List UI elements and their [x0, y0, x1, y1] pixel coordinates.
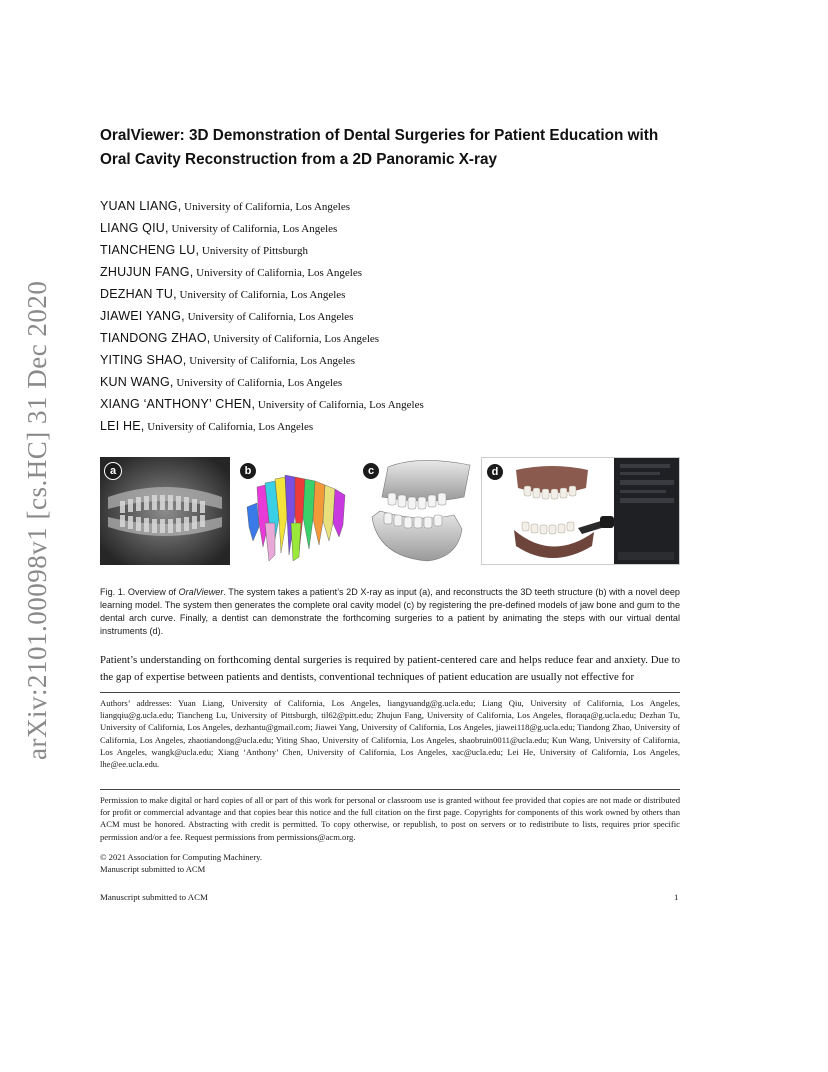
dental-instrument-app-image — [482, 458, 680, 565]
author-affiliation: University of Pittsburgh — [199, 245, 309, 257]
author-entry — [100, 217, 424, 239]
author-affiliation: University of California, Los Angeles — [186, 355, 356, 367]
panel-label-b: b — [239, 462, 257, 480]
paper-title — [100, 124, 700, 172]
author-affiliation: University of California, Los Angeles — [144, 421, 314, 433]
author-entry — [100, 371, 424, 393]
author-list — [100, 195, 424, 437]
author-entry — [100, 305, 424, 327]
permission-notice: Permission to make digital or hard copies of all or part of this work for personal or classroom use is granted without fee provided that copies are not made or distributed for profit or commercial advantage and that copies bear this notice and the full citation on the first page. Copyrights for components of this work owned by others than ACM must be honored. Abstracting with credit is permitted. To copy otherwise, or republish, to post on servers or to redistribute to lists, requires prior specific permission and/or a fee. Request permissions from permissions@acm.org. — [100, 795, 680, 842]
author-affiliation: University of California, Los Angeles — [210, 333, 380, 345]
caption-lead: Fig. 1. Overview of — [100, 587, 179, 597]
figure-panel-b — [235, 457, 353, 565]
panel-label-d: d — [486, 463, 504, 481]
arxiv-identifier: arXiv:2101.00098v1 [cs.HC] 31 Dec 2020 — [22, 280, 52, 760]
author-entry — [100, 349, 424, 371]
author-name: KUN WANG, — [100, 375, 174, 389]
author-entry — [100, 261, 424, 283]
author-name: LEI HE, — [100, 419, 145, 433]
figure-caption — [100, 586, 680, 638]
author-name: TIANDONG ZHAO, — [100, 331, 211, 345]
author-affiliation: University of California, Los Angeles — [181, 201, 351, 213]
author-name: DEZHAN TU, — [100, 287, 177, 301]
author-entry — [100, 195, 424, 217]
footnote-divider — [100, 692, 680, 693]
author-affiliation: University of California, Los Angeles — [255, 399, 424, 411]
caption-system-name: OralViewer — [178, 587, 224, 597]
title-line-2: Oral Cavity Reconstruction from a 2D Panoramic X-ray — [100, 151, 497, 168]
author-name: YITING SHAO, — [100, 353, 187, 367]
title-line-1: OralViewer: 3D Demonstration of Dental Surgeries for Patient Education with — [100, 127, 659, 144]
panel-label-a: a — [104, 462, 122, 480]
permission-divider — [100, 789, 680, 790]
author-name: YUAN LIANG, — [100, 199, 182, 213]
author-entry — [100, 239, 424, 261]
manuscript-note: Manuscript submitted to ACM — [100, 864, 206, 874]
author-name: JIAWEI YANG, — [100, 309, 185, 323]
author-name: ZHUJUN FANG, — [100, 265, 194, 279]
author-affiliation: University of California, Los Angeles — [193, 267, 363, 279]
footer-venue: Manuscript submitted to ACM — [100, 892, 208, 902]
authors-addresses: Authors’ addresses: Yuan Liang, University of California, Los Angeles, liangyuandg@g.ucla.edu; Liang Qiu, University of California, Los Angeles, liangqiu@g.ucla.edu; Tiancheng Lu, University of Pittsburgh, til62@pitt.edu; Zhujun Fang, University of California, Los Angeles, floraqa@g.ucla.edu; Dezhan Tu, University of California, Los Angeles, dezhantu@gmail.com; Jiawei Yang, University of California, Los Angeles, jiawei118@g.ucla.edu; Tiandong Zhao, University of California, Los Angeles, zhaotiandong@ucla.edu; Yiting Shao, University of California, Los Angeles, shaobruin0011@ucla.edu; Kun Wang, University of California, Los Angeles, wangk@ucla.edu; Xiang ‘Anthony’ Chen, University of California, Los Angeles, xac@ucla.edu; Lei He, University of California, Los Angeles, lhe@ee.ucla.edu. — [100, 698, 680, 770]
caption-body: . The system takes a patient’s 2D X-ray as input (a), and reconstructs the 3D teeth structure (b) with a novel deep learning model. The system then generates the complete oral cavity model (c) by registering the pre-defined models of jaw bone and gum to the dental arch curve. Finally, a dentist can demonstrate the forthcoming surgeries to a patient by animating the steps with our virtual dental instruments (d). — [100, 587, 680, 636]
author-entry — [100, 393, 424, 415]
author-entry — [100, 327, 424, 349]
author-name: LIANG QIU, — [100, 221, 169, 235]
author-entry — [100, 283, 424, 305]
author-affiliation: University of California, Los Angeles — [184, 311, 354, 323]
teaser-figure — [100, 457, 680, 565]
author-affiliation: University of California, Los Angeles — [176, 289, 346, 301]
author-name: TIANCHENG LU, — [100, 243, 200, 257]
page-number: 1 — [674, 892, 679, 902]
figure-panel-d — [481, 457, 680, 565]
figure-panel-c — [358, 457, 476, 565]
copyright-notice: © 2021 Association for Computing Machinery. — [100, 852, 263, 862]
author-name: XIANG ‘ANTHONY’ CHEN, — [100, 397, 256, 411]
intro-paragraph: Patient’s understanding on forthcoming dental surgeries is required by patient-centered care and helps reduce fear and anxiety. Due to the gap of expertise between patients and dentists, conventional techniques of patient education are usually not effective for — [100, 654, 680, 683]
panel-label-c: c — [362, 462, 380, 480]
author-entry — [100, 415, 424, 437]
author-affiliation: University of California, Los Angeles — [173, 377, 343, 389]
figure-panel-a — [100, 457, 230, 565]
author-affiliation: University of California, Los Angeles — [168, 223, 338, 235]
